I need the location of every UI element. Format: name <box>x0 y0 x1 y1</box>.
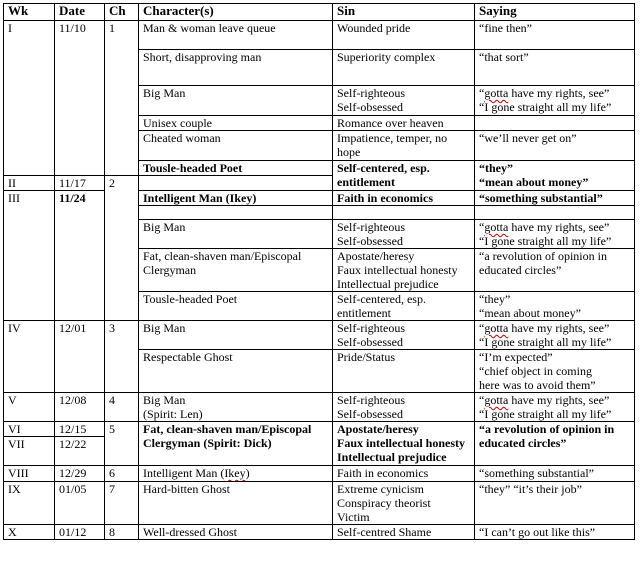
week-cell: X <box>4 525 55 540</box>
sin-cell: Wounded pride <box>333 21 475 50</box>
sin-cell <box>333 220 475 249</box>
spellcheck-word: gotta <box>484 393 509 407</box>
sin-cell <box>333 321 475 350</box>
chapter-cell: 8 <box>105 525 139 540</box>
sin-cell <box>333 131 475 161</box>
saying-cell <box>475 321 635 350</box>
saying-cell <box>475 220 635 249</box>
sin-line: Self-righteous <box>337 321 405 335</box>
character-line: (Spirit: Len) <box>143 407 203 421</box>
saying-line: “gotta have my rights, see” <box>479 393 610 407</box>
sin-line: Faux intellectual honesty <box>337 263 458 277</box>
character-cell <box>139 249 333 292</box>
character-cell: Man & woman leave queue <box>139 21 333 50</box>
date-cell: 11/10 <box>55 21 105 176</box>
spellcheck-word: Ikey <box>224 466 246 480</box>
saying-line: “mean about money” <box>479 175 589 189</box>
table-row <box>4 525 635 540</box>
saying-cell <box>475 86 635 116</box>
sin-cell <box>333 249 475 292</box>
sin-line: Extreme cynicism <box>337 482 424 496</box>
saying-line: “chief object in coming <box>479 364 592 378</box>
sin-line: hope <box>337 145 361 159</box>
character-cell: Tousle-headed Poet <box>139 292 333 321</box>
sin-line: Self-obsessed <box>337 100 403 114</box>
table-row <box>4 191 635 206</box>
sin-cell <box>333 393 475 422</box>
saying-line: “gotta have my rights, see” <box>479 86 610 100</box>
header-date: Date <box>55 4 105 21</box>
week-cell: I <box>4 21 55 176</box>
saying-line: “gotta have my rights, see” <box>479 220 610 234</box>
character-cell: Tousle-headed Poet <box>139 161 333 176</box>
saying-line: “I gone straight all my life” <box>479 407 612 421</box>
sin-line: Self-righteous <box>337 220 405 234</box>
saying-line: here was to avoid them” <box>479 378 596 392</box>
saying-cell: “they” “it’s their job” <box>475 482 635 525</box>
header-chapter: Ch <box>105 4 139 21</box>
sin-cell <box>333 86 475 116</box>
date-cell: 12/29 <box>55 466 105 482</box>
chapter-cell: 3 <box>105 321 139 393</box>
table-row <box>4 422 635 437</box>
saying-line: educated circles” <box>479 263 562 277</box>
reading-schedule-table <box>3 3 635 540</box>
character-cell: Unisex couple <box>139 116 333 131</box>
table-row <box>4 393 635 422</box>
sin-cell: Faith in economics <box>333 191 475 206</box>
sin-line: Impatience, temper, no <box>337 131 448 145</box>
sin-line: Self-obsessed <box>337 407 403 421</box>
character-line: Big Man <box>143 393 186 407</box>
table-row <box>4 21 635 50</box>
character-cell <box>139 393 333 422</box>
sin-cell <box>333 161 475 191</box>
chapter-cell: 7 <box>105 482 139 525</box>
character-cell: Big Man <box>139 321 333 350</box>
spellcheck-word: Ikey <box>229 191 253 205</box>
character-cell: Hard-bitten Ghost <box>139 482 333 525</box>
table-row <box>4 466 635 482</box>
character-cell <box>139 422 333 466</box>
sin-line: Apostate/heresy <box>337 422 419 436</box>
character-cell: Well-dressed Ghost <box>139 525 333 540</box>
saying-line: “I gone straight all my life” <box>479 100 612 114</box>
chapter-cell: 5 <box>105 422 139 466</box>
saying-cell: “that sort” <box>475 50 635 86</box>
character-line: Clergyman (Spirit: Dick) <box>143 436 272 450</box>
saying-cell <box>475 161 635 191</box>
spellcheck-word: gotta <box>484 86 509 100</box>
week-cell: IV <box>4 321 55 393</box>
character-line: Clergyman <box>143 263 197 277</box>
chapter-cell: 1 <box>105 21 139 176</box>
saying-cell: “we’ll never get on” <box>475 131 635 161</box>
character-line: Fat, clean-shaven man/Episcopal <box>143 249 302 263</box>
week-cell: IX <box>4 482 55 525</box>
sin-line: Self-centered, esp. <box>337 161 430 175</box>
sin-line: Intellectual prejudice <box>337 277 439 291</box>
saying-line: “I gone straight all my life” <box>479 335 612 349</box>
week-cell: V <box>4 393 55 422</box>
saying-cell: “something substantial” <box>475 191 635 206</box>
date-cell: 11/17 <box>55 176 105 191</box>
header-week: Wk <box>4 4 55 21</box>
character-cell: Intelligent Man (Ikey) <box>139 191 333 206</box>
saying-line: educated circles” <box>479 436 567 450</box>
week-cell: III <box>4 191 55 321</box>
week-cell: VII <box>4 437 55 466</box>
table-row <box>4 321 635 350</box>
saying-cell: “something substantial” <box>475 466 635 482</box>
sin-line: Self-righteous <box>337 393 405 407</box>
spellcheck-word: gotta <box>484 321 509 335</box>
sin-line: Conspiracy theorist <box>337 496 431 510</box>
table-row <box>4 482 635 525</box>
date-cell: 12/15 <box>55 422 105 437</box>
character-line: Fat, clean-shaven man/Episcopal <box>143 422 312 436</box>
character-cell <box>139 176 333 191</box>
sin-line: Faux intellectual honesty <box>337 436 465 450</box>
saying-cell <box>475 206 635 220</box>
spellcheck-word: gotta <box>484 220 509 234</box>
header-characters: Character(s) <box>139 4 333 21</box>
week-cell: II <box>4 176 55 191</box>
saying-line: “a revolution of opinion in <box>479 422 615 436</box>
saying-cell <box>475 116 635 131</box>
date-cell: 01/12 <box>55 525 105 540</box>
sin-cell: Pride/Status <box>333 350 475 393</box>
chapter-cell: 6 <box>105 466 139 482</box>
saying-line: “I’m expected” <box>479 350 553 364</box>
sin-line: Self-obsessed <box>337 234 403 248</box>
week-cell: VI <box>4 422 55 437</box>
saying-cell <box>475 422 635 466</box>
date-cell: 12/01 <box>55 321 105 393</box>
date-cell: 01/05 <box>55 482 105 525</box>
saying-line: “gotta have my rights, see” <box>479 321 610 335</box>
sin-cell <box>333 482 475 525</box>
date-cell: 12/08 <box>55 393 105 422</box>
sin-cell <box>333 206 475 220</box>
sin-cell <box>333 422 475 466</box>
chapter-cell: 2 <box>105 176 139 321</box>
week-cell: VIII <box>4 466 55 482</box>
character-cell: Short, disapproving man <box>139 50 333 86</box>
sin-cell <box>333 292 475 321</box>
sin-cell: Romance over heaven <box>333 116 475 131</box>
saying-cell <box>475 393 635 422</box>
saying-cell: “I can’t go out like this” <box>475 525 635 540</box>
sin-line: Victim <box>337 510 370 524</box>
character-cell: Big Man <box>139 220 333 249</box>
character-cell <box>139 206 333 220</box>
header-sin: Sin <box>333 4 475 21</box>
sin-line: entitlement <box>337 306 391 320</box>
chapter-cell: 4 <box>105 393 139 422</box>
saying-cell <box>475 350 635 393</box>
character-cell: Big Man <box>139 86 333 116</box>
sin-line: Apostate/heresy <box>337 249 415 263</box>
sin-line: entitlement <box>337 175 395 189</box>
character-cell: Intelligent Man (Ikey) <box>139 466 333 482</box>
sin-line: Self-righteous <box>337 86 405 100</box>
saying-line: “they” <box>479 161 513 175</box>
sin-cell: Faith in economics <box>333 466 475 482</box>
date-cell: 11/24 <box>55 191 105 321</box>
saying-cell <box>475 249 635 292</box>
sin-line: Self-centered, esp. <box>337 292 426 306</box>
saying-line: “I gone straight all my life” <box>479 234 612 248</box>
saying-cell <box>475 292 635 321</box>
saying-cell: “fine then” <box>475 21 635 50</box>
sin-cell: Self-centred Shame <box>333 525 475 540</box>
header-row <box>4 4 635 21</box>
character-cell: Respectable Ghost <box>139 350 333 393</box>
header-saying: Saying <box>475 4 635 21</box>
sin-line: Intellectual prejudice <box>337 450 447 464</box>
sin-line: Self-obsessed <box>337 335 403 349</box>
saying-line: “a revolution of opinion in <box>479 249 607 263</box>
character-cell: Cheated woman <box>139 131 333 161</box>
saying-line: “mean about money” <box>479 306 581 320</box>
saying-line: “they” <box>479 292 511 306</box>
date-cell: 12/22 <box>55 437 105 466</box>
sin-cell: Superiority complex <box>333 50 475 86</box>
